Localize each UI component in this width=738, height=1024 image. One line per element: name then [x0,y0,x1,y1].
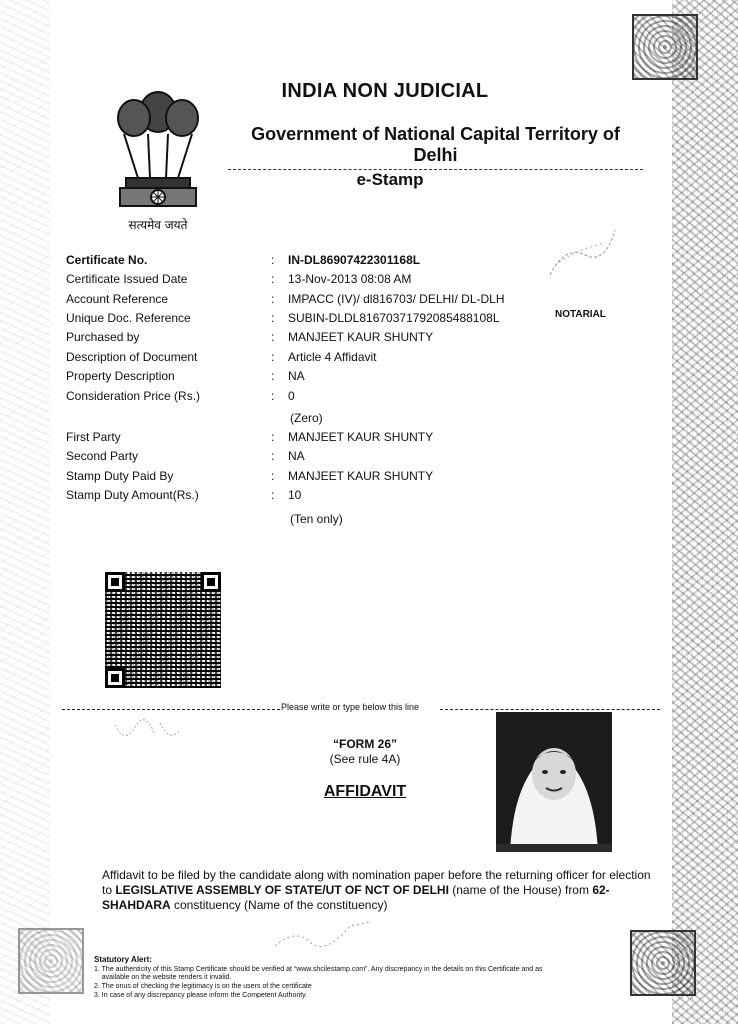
consideration-price-words: (Zero) [290,411,323,425]
statutory-alert-title: Statutory Alert: [94,955,152,964]
colon: : [271,330,275,344]
second-party-value: NA [288,449,305,463]
separator-line-right [440,709,660,710]
colon: : [271,430,275,444]
colon: : [271,292,275,306]
consideration-price-label: Consideration Price (Rs.) [66,389,201,403]
colon: : [271,469,275,483]
left-decorative-border [0,0,50,1024]
issued-date-label: Certificate Issued Date [66,272,188,286]
purchased-by-value: MANJEET KAUR SHUNTY [288,330,434,344]
right-decorative-border [672,0,738,1024]
certificate-no-label: Certificate No. [66,253,148,267]
qr-finder-icon [105,668,125,688]
purchased-by-label: Purchased by [66,330,140,344]
certificate-no-value: IN-DL86907422301168L [288,253,421,267]
description-value: Article 4 Affidavit [288,350,377,364]
account-reference-value: IMPACC (IV)/ dl816703/ DELHI/ DL-DLH [288,292,505,306]
statutory-alert-line: available on the website renders it invalid. [94,974,232,981]
bottom-right-corner-ornament [630,930,696,996]
national-emblem [104,84,212,232]
colon: : [271,350,275,364]
affidavit-paragraph [102,868,662,913]
statutory-alert-line: 2. The onus of checking the legitimacy is on the users of the certificate [94,983,312,990]
statutory-alert-line: 1. The authenticity of this Stamp Certificate should be verified at “www.shcilestamp.com”. Any discrepancy in the details on this Certificate and as [94,966,543,973]
constituency-name: 62-SHAHDARA [102,883,610,912]
separator-instruction: Please write or type below this line [281,702,420,712]
notarial-seal-text: NOTARIAL [555,309,606,320]
faint-scribble-icon [110,715,190,755]
form-rule: (See rule 4A) [329,752,401,766]
faint-mark-icon [270,918,380,953]
statutory-alert-line: 3. In case of any discrepancy please inform the Competent Authority. [94,992,308,999]
stamp-duty-paid-by-value: MANJEET KAUR SHUNTY [288,469,434,483]
document-title: INDIA NON JUDICIAL [281,80,489,102]
qr-finder-icon [105,572,125,592]
unique-doc-reference-label: Unique Doc. Reference [66,311,191,325]
stamp-duty-amount-words: (Ten only) [290,512,343,526]
stamp-duty-amount-label: Stamp Duty Amount(Rs.) [66,488,199,502]
stamp-duty-amount-value: 10 [288,488,302,502]
colon: : [271,389,275,403]
bottom-left-corner-ornament [18,928,84,994]
colon: : [271,488,275,502]
paragraph-text: constituency (Name of the constituency) [170,898,388,912]
property-description-label: Property Description [66,369,175,383]
emblem-caption: सत्यमेव जयते [128,218,188,232]
top-right-corner-ornament [632,14,698,80]
issued-date-value: 13-Nov-2013 08:08 AM [288,272,412,286]
qr-finder-icon [201,572,221,592]
paragraph-text: Affidavit to be filed by the candidate along with nomination paper before the returning officer for election to [102,868,651,897]
description-label: Description of Document [66,350,198,364]
estamp-heading: e-Stamp [356,170,424,189]
house-name: LEGISLATIVE ASSEMBLY OF STATE/UT OF NCT OF DELHI [115,883,449,897]
colon: : [271,369,275,383]
unique-doc-reference-value: SUBIN-DLDL81670371792085488108L [288,311,500,325]
affidavit-heading: AFFIDAVIT [323,783,407,800]
colon: : [271,311,275,325]
separator-line-left [62,709,280,710]
colon: : [271,272,275,286]
account-reference-label: Account Reference [66,292,169,306]
colon: : [271,449,275,463]
colon: : [271,253,275,267]
paragraph-text: (name of the House) from [448,883,593,897]
first-party-label: First Party [66,430,121,444]
first-party-value: MANJEET KAUR SHUNTY [288,430,434,444]
property-description-value: NA [288,369,305,383]
consideration-price-value: 0 [288,389,295,403]
seal-scribble-icon [545,225,620,285]
form-number: “FORM 26” [332,737,397,751]
candidate-photo [496,712,612,852]
government-heading: Government of National Capital Territory of Delhi [228,124,643,170]
stamp-duty-paid-by-label: Stamp Duty Paid By [66,469,174,483]
second-party-label: Second Party [66,449,139,463]
